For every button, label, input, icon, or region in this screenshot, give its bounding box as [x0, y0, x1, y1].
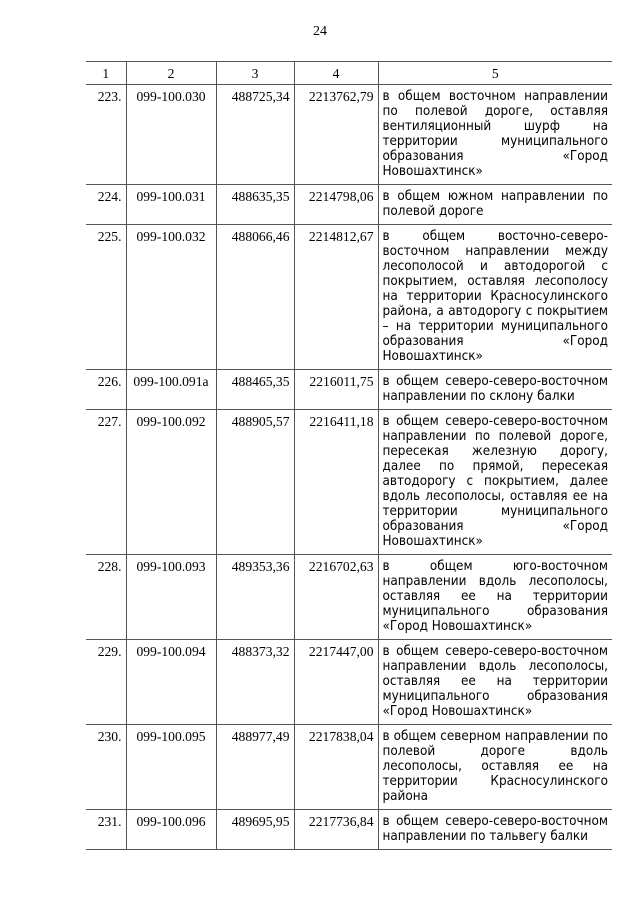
boundary-table: [86, 61, 612, 850]
boundary-description: в общем северном направлении по полевой дороге вдоль лесополосы, оставляя ее на территории Красносулинского района: [378, 725, 612, 810]
coordinate-y: 2217838,04: [294, 725, 378, 810]
table-row: [86, 370, 612, 410]
column-header: 2: [126, 62, 216, 85]
point-code: 099-100.032: [126, 225, 216, 370]
coordinate-x: 489695,95: [216, 810, 294, 850]
row-number: 227.: [86, 410, 126, 555]
point-code: 099-100.096: [126, 810, 216, 850]
boundary-description: в общем юго-восточном направлении вдоль лесополосы, оставляя ее на территории муниципального образования «Город Новошахтинск»: [378, 555, 612, 640]
coordinate-y: 2217447,00: [294, 640, 378, 725]
point-code: 099-100.095: [126, 725, 216, 810]
point-code: 099-100.094: [126, 640, 216, 725]
coordinate-x: 488635,35: [216, 185, 294, 225]
coordinate-x: 488066,46: [216, 225, 294, 370]
column-header: 1: [86, 62, 126, 85]
boundary-description: в общем северо-северо-восточном направлении вдоль лесополосы, оставляя ее на территории муниципального образования «Город Новошахтинск»: [378, 640, 612, 725]
table-header-row: [86, 62, 612, 85]
coordinate-y: 2217736,84: [294, 810, 378, 850]
column-header: 4: [294, 62, 378, 85]
boundary-description: в общем северо-северо-восточном направлении по склону балки: [378, 370, 612, 410]
row-number: 224.: [86, 185, 126, 225]
boundary-description: в общем восточно-северо-восточном направлении между лесополосой и автодорогой с покрытием, оставляя лесополосу на территории Красносулинского района, а автодорогу с покрытием – на территории муниципального образования «Город Новошахтинск»: [378, 225, 612, 370]
row-number: 228.: [86, 555, 126, 640]
row-number: 226.: [86, 370, 126, 410]
boundary-description: в общем северо-северо-восточном направлении по тальвегу балки: [378, 810, 612, 850]
coordinate-x: 488465,35: [216, 370, 294, 410]
coordinate-y: 2213762,79: [294, 85, 378, 185]
coordinate-x: 488905,57: [216, 410, 294, 555]
table-body: [86, 62, 612, 850]
coordinate-y: 2216011,75: [294, 370, 378, 410]
boundary-description: в общем северо-северо-восточном направлении по полевой дороге, пересекая железную дорогу, далее по прямой, пересекая автодорогу с покрытием, далее вдоль лесополосы, оставляя ее на территории муниципального образования «Город Новошахтинск»: [378, 410, 612, 555]
point-code: 099-100.093: [126, 555, 216, 640]
boundary-description: в общем восточном направлении по полевой дороге, оставляя вентиляционный шурф на территории муниципального образования «Город Новошахтинск»: [378, 85, 612, 185]
table-row: [86, 85, 612, 185]
table-row: [86, 640, 612, 725]
row-number: 223.: [86, 85, 126, 185]
table-row: [86, 725, 612, 810]
point-code: 099-100.031: [126, 185, 216, 225]
table-row: [86, 555, 612, 640]
coordinate-x: 488977,49: [216, 725, 294, 810]
boundary-description: в общем южном направлении по полевой дороге: [378, 185, 612, 225]
coordinate-y: 2216411,18: [294, 410, 378, 555]
row-number: 229.: [86, 640, 126, 725]
point-code: 099-100.091а: [126, 370, 216, 410]
table-row: [86, 810, 612, 850]
table-row: [86, 185, 612, 225]
coordinate-y: 2216702,63: [294, 555, 378, 640]
coordinate-x: 488725,34: [216, 85, 294, 185]
table-row: [86, 225, 612, 370]
coordinate-x: 488373,32: [216, 640, 294, 725]
row-number: 225.: [86, 225, 126, 370]
coordinate-x: 489353,36: [216, 555, 294, 640]
row-number: 231.: [86, 810, 126, 850]
row-number: 230.: [86, 725, 126, 810]
column-header: 3: [216, 62, 294, 85]
point-code: 099-100.030: [126, 85, 216, 185]
coordinate-y: 2214798,06: [294, 185, 378, 225]
coordinate-y: 2214812,67: [294, 225, 378, 370]
point-code: 099-100.092: [126, 410, 216, 555]
column-header: 5: [378, 62, 612, 85]
table-row: [86, 410, 612, 555]
page-number: 24: [313, 24, 327, 39]
